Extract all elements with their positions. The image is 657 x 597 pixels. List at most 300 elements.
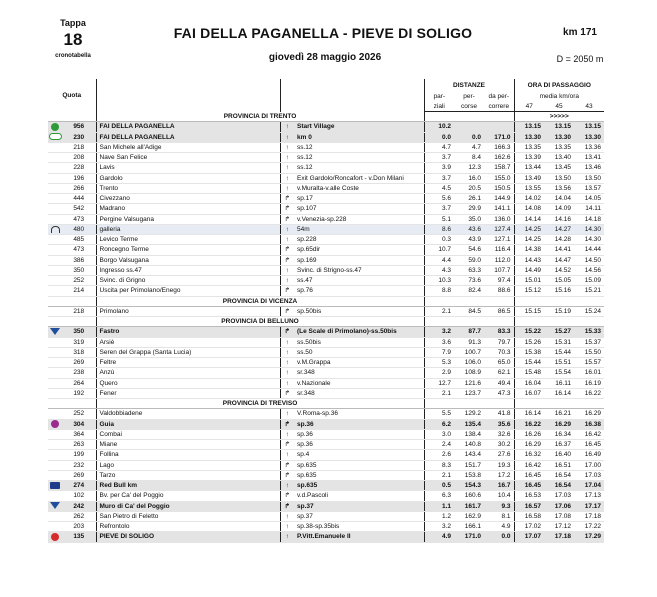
- row-location: Uscita per Primolano/Enego: [96, 286, 280, 296]
- row-remaining: 32.6: [484, 429, 514, 439]
- row-partial: 12.7: [424, 378, 454, 388]
- row-quota: 473: [62, 214, 96, 224]
- row-time-43: 16.45: [574, 440, 604, 450]
- row-remaining: 88.6: [484, 286, 514, 296]
- row-time-45: 16.11: [544, 378, 574, 388]
- col-ora: ORA DI PASSAGGIO: [514, 79, 604, 91]
- row-partial: 2.1: [424, 388, 454, 398]
- row-road: sp.635: [294, 470, 424, 480]
- row-road: sp.17: [294, 194, 424, 204]
- row-time-45: 17.12: [544, 522, 574, 532]
- row-partial: 3.9: [424, 163, 454, 173]
- row-location: galleria: [96, 224, 280, 234]
- row-quota: 262: [62, 511, 96, 521]
- row-location: Muro di Ca' del Poggio: [96, 501, 280, 511]
- row-quota: 386: [62, 255, 96, 265]
- row-time-47: 16.42: [514, 460, 544, 470]
- route-title: FAI DELLA PAGANELLA - PIEVE DI SOLIGO: [173, 25, 473, 41]
- row-road: ss.12: [294, 163, 424, 173]
- row-time-45: 13.15: [544, 122, 574, 132]
- row-quota: 230: [62, 132, 96, 142]
- row-road: sp.65dir: [294, 245, 424, 255]
- row-road: sp.50bis: [294, 306, 424, 316]
- km0-icon: [49, 133, 62, 140]
- row-time-45: 16.54: [544, 481, 574, 491]
- row-time-47: 15.26: [514, 337, 544, 347]
- table-row: [48, 245, 604, 255]
- row-covered: 123.7: [454, 388, 484, 398]
- direction-arrow-icon: ↑: [280, 163, 294, 173]
- table-row: [48, 522, 604, 532]
- row-location: Roncegno Terme: [96, 245, 280, 255]
- row-partial: 3.7: [424, 173, 454, 183]
- row-location: Follina: [96, 450, 280, 460]
- row-time-45: 15.44: [544, 347, 574, 357]
- row-location: Madrano: [96, 204, 280, 214]
- row-time-43: 13.30: [574, 132, 604, 142]
- row-time-45: 16.40: [544, 450, 574, 460]
- row-covered: 8.4: [454, 153, 484, 163]
- row-partial: 4.3: [424, 265, 454, 275]
- row-covered: 143.4: [454, 450, 484, 460]
- row-time-47: 15.12: [514, 286, 544, 296]
- row-remaining: [484, 122, 514, 132]
- row-location: San Michele all'Adige: [96, 142, 280, 152]
- row-time-43: 14.30: [574, 224, 604, 234]
- gpm-icon: [50, 502, 60, 509]
- col-da-percorrere-2: correre: [484, 101, 514, 112]
- row-road: v.Venezia-sp.228: [294, 214, 424, 224]
- row-road: km 0: [294, 132, 424, 142]
- row-remaining: 127.1: [484, 235, 514, 245]
- row-partial: 3.7: [424, 153, 454, 163]
- table-row: [48, 388, 604, 398]
- direction-arrow-icon: ↱: [280, 214, 294, 224]
- row-time-47: 15.44: [514, 358, 544, 368]
- direction-arrow-icon: ↑: [280, 522, 294, 532]
- row-location: Lavis: [96, 163, 280, 173]
- row-partial: 4.9: [424, 532, 454, 542]
- row-remaining: 17.2: [484, 470, 514, 480]
- section-header: [48, 112, 604, 122]
- row-location: FAI DELLA PAGANELLA: [96, 132, 280, 142]
- table-row: [48, 491, 604, 501]
- table-row: [48, 306, 604, 316]
- row-covered: 154.3: [454, 481, 484, 491]
- direction-arrow-icon: ↑: [280, 142, 294, 152]
- row-remaining: 9.3: [484, 501, 514, 511]
- table-row: [48, 153, 604, 163]
- row-partial: 1.1: [424, 501, 454, 511]
- row-road: sp.37: [294, 511, 424, 521]
- row-time-43: 17.22: [574, 522, 604, 532]
- section-header: [48, 399, 604, 409]
- direction-arrow-icon: ↱: [280, 470, 294, 480]
- row-time-43: 14.44: [574, 245, 604, 255]
- col-distanze: DISTANZE: [424, 79, 514, 91]
- table-row: [48, 173, 604, 183]
- stage-label: Tappa: [60, 18, 86, 28]
- row-location: Miane: [96, 440, 280, 450]
- row-time-43: 14.50: [574, 255, 604, 265]
- finish-icon: [51, 533, 59, 541]
- row-covered: 162.9: [454, 511, 484, 521]
- row-quota: 269: [62, 470, 96, 480]
- table-row: [48, 163, 604, 173]
- row-partial: 2.6: [424, 450, 454, 460]
- direction-arrow-icon: ↑: [280, 337, 294, 347]
- row-road: sp.36: [294, 440, 424, 450]
- row-location: Seren del Grappa (Santa Lucia): [96, 347, 280, 357]
- section-marker: [514, 399, 604, 409]
- row-covered: 100.7: [454, 347, 484, 357]
- row-time-43: 16.19: [574, 378, 604, 388]
- row-remaining: 4.9: [484, 522, 514, 532]
- row-time-45: 15.27: [544, 327, 574, 337]
- row-partial: 6.2: [424, 419, 454, 429]
- row-time-47: 16.29: [514, 440, 544, 450]
- row-remaining: 47.3: [484, 388, 514, 398]
- row-remaining: 150.5: [484, 183, 514, 193]
- row-time-43: 14.05: [574, 194, 604, 204]
- row-road: v.M.Grappa: [294, 358, 424, 368]
- row-time-43: 14.18: [574, 214, 604, 224]
- row-remaining: 107.7: [484, 265, 514, 275]
- table-row: [48, 337, 604, 347]
- row-road: sp.36: [294, 419, 424, 429]
- row-remaining: 16.7: [484, 481, 514, 491]
- direction-arrow-icon: ↱: [280, 419, 294, 429]
- row-quota: 242: [62, 501, 96, 511]
- row-time-45: 17.03: [544, 491, 574, 501]
- row-road: sp.107: [294, 204, 424, 214]
- direction-arrow-icon: ↱: [280, 460, 294, 470]
- direction-arrow-icon: ↑: [280, 153, 294, 163]
- row-time-43: 15.57: [574, 358, 604, 368]
- col-percorse-2: corse: [454, 101, 484, 112]
- row-partial: 5.3: [424, 358, 454, 368]
- direction-arrow-icon: ↑: [280, 265, 294, 275]
- row-remaining: 171.0: [484, 132, 514, 142]
- row-remaining: 162.6: [484, 153, 514, 163]
- row-location: Valdobbiadene: [96, 409, 280, 419]
- row-road: v.d.Pascoli: [294, 491, 424, 501]
- row-time-47: 16.07: [514, 388, 544, 398]
- row-time-43: 15.50: [574, 347, 604, 357]
- row-remaining: 70.3: [484, 347, 514, 357]
- row-remaining: 158.7: [484, 163, 514, 173]
- stage-subtitle: cronotabella: [55, 53, 91, 59]
- row-partial: 10.2: [424, 122, 454, 132]
- redbull-icon: [50, 482, 60, 489]
- row-road: ss.12: [294, 142, 424, 152]
- row-partial: 1.2: [424, 511, 454, 521]
- row-quota: 203: [62, 522, 96, 532]
- row-remaining: 62.1: [484, 368, 514, 378]
- row-time-43: 17.00: [574, 460, 604, 470]
- table-row: [48, 276, 604, 286]
- table-row: [48, 409, 604, 419]
- row-partial: 10.7: [424, 245, 454, 255]
- row-time-47: 15.01: [514, 276, 544, 286]
- row-remaining: 10.4: [484, 491, 514, 501]
- table-row: [48, 532, 604, 542]
- row-covered: [454, 122, 484, 132]
- section-marker: >>>>>: [514, 112, 604, 122]
- row-time-47: 16.57: [514, 501, 544, 511]
- row-road: sp.169: [294, 255, 424, 265]
- row-remaining: 8.1: [484, 511, 514, 521]
- row-time-43: 16.38: [574, 419, 604, 429]
- row-remaining: 116.4: [484, 245, 514, 255]
- row-time-43: 14.11: [574, 204, 604, 214]
- row-remaining: 19.3: [484, 460, 514, 470]
- row-covered: 4.7: [454, 142, 484, 152]
- row-partial: 2.1: [424, 306, 454, 316]
- row-quota: 214: [62, 286, 96, 296]
- row-time-43: 13.50: [574, 173, 604, 183]
- row-time-47: 16.04: [514, 378, 544, 388]
- row-location: Quero: [96, 378, 280, 388]
- row-time-45: 16.21: [544, 409, 574, 419]
- row-time-43: 17.04: [574, 481, 604, 491]
- col-speed-43: 43: [574, 101, 604, 112]
- row-remaining: 41.8: [484, 409, 514, 419]
- row-time-47: 14.02: [514, 194, 544, 204]
- row-time-47: 14.14: [514, 214, 544, 224]
- row-time-47: 13.44: [514, 163, 544, 173]
- row-partial: 7.9: [424, 347, 454, 357]
- row-remaining: 155.0: [484, 173, 514, 183]
- row-time-45: 13.35: [544, 142, 574, 152]
- row-time-47: 13.55: [514, 183, 544, 193]
- start-icon: [51, 123, 59, 131]
- row-covered: 166.1: [454, 522, 484, 532]
- row-covered: 108.9: [454, 368, 484, 378]
- row-remaining: 79.7: [484, 337, 514, 347]
- row-road: sr.348: [294, 368, 424, 378]
- section-marker: [514, 296, 604, 306]
- row-time-47: 15.15: [514, 306, 544, 316]
- row-time-43: 16.29: [574, 409, 604, 419]
- row-covered: 91.3: [454, 337, 484, 347]
- row-time-45: 17.08: [544, 511, 574, 521]
- row-location: Tarzo: [96, 470, 280, 480]
- route-date: giovedì 28 maggio 2026: [268, 52, 382, 63]
- row-time-45: 14.04: [544, 194, 574, 204]
- row-time-47: 13.30: [514, 132, 544, 142]
- row-time-43: 16.49: [574, 450, 604, 460]
- row-quota: 218: [62, 306, 96, 316]
- row-time-45: 15.19: [544, 306, 574, 316]
- row-time-45: 16.29: [544, 419, 574, 429]
- row-time-43: 15.09: [574, 276, 604, 286]
- row-covered: 29.9: [454, 204, 484, 214]
- row-road: V.Roma-sp.36: [294, 409, 424, 419]
- row-partial: 5.6: [424, 194, 454, 204]
- row-covered: 106.0: [454, 358, 484, 368]
- gpm-icon: [50, 328, 60, 335]
- row-location: PIEVE DI SOLIGO: [96, 532, 280, 542]
- direction-arrow-icon: ↑: [280, 224, 294, 234]
- row-covered: 84.5: [454, 306, 484, 316]
- row-covered: 0.0: [454, 132, 484, 142]
- row-time-47: 15.38: [514, 347, 544, 357]
- row-remaining: 144.9: [484, 194, 514, 204]
- row-road: sp.635: [294, 481, 424, 491]
- row-time-47: 16.14: [514, 409, 544, 419]
- row-time-43: 13.57: [574, 183, 604, 193]
- direction-arrow-icon: ↱: [280, 440, 294, 450]
- row-road: sp.76: [294, 286, 424, 296]
- row-remaining: 27.6: [484, 450, 514, 460]
- row-time-47: 16.32: [514, 450, 544, 460]
- row-remaining: 166.3: [484, 142, 514, 152]
- direction-arrow-icon: ↑: [280, 183, 294, 193]
- row-covered: 63.3: [454, 265, 484, 275]
- row-location: Combai: [96, 429, 280, 439]
- row-location: Trento: [96, 183, 280, 193]
- section-label: PROVINCIA DI TRENTO: [96, 112, 424, 122]
- col-speed-47: 47: [514, 101, 544, 112]
- table-row: [48, 183, 604, 193]
- row-time-45: 13.30: [544, 132, 574, 142]
- row-road: (Le Scale di Primolano)-ss.50bis: [294, 327, 424, 337]
- row-road: Start Village: [294, 122, 424, 132]
- row-road: P.Vitt.Emanuele II: [294, 532, 424, 542]
- row-time-47: 16.58: [514, 511, 544, 521]
- direction-arrow-icon: ↱: [280, 306, 294, 316]
- row-partial: 8.8: [424, 286, 454, 296]
- direction-arrow-icon: ↑: [280, 409, 294, 419]
- row-location: Anzù: [96, 368, 280, 378]
- row-quota: 232: [62, 460, 96, 470]
- table-row: [48, 255, 604, 265]
- row-time-43: 14.30: [574, 235, 604, 245]
- row-partial: 4.5: [424, 183, 454, 193]
- route-distance: km 171: [563, 27, 597, 38]
- row-time-45: 14.41: [544, 245, 574, 255]
- row-road: sr.348: [294, 388, 424, 398]
- direction-arrow-icon: ↱: [280, 245, 294, 255]
- row-road: ss.47: [294, 276, 424, 286]
- row-partial: 3.7: [424, 204, 454, 214]
- row-partial: 3.0: [424, 429, 454, 439]
- row-location: Pergine Valsugana: [96, 214, 280, 224]
- row-location: FAI DELLA PAGANELLA: [96, 122, 280, 132]
- direction-arrow-icon: ↱: [280, 204, 294, 214]
- direction-arrow-icon: ↑: [280, 347, 294, 357]
- col-parziali-1: par-: [424, 91, 454, 101]
- col-da-percorrere-1: da per-: [488, 92, 510, 100]
- stage-number: 18: [63, 30, 83, 49]
- table-row: [48, 511, 604, 521]
- row-partial: 10.3: [424, 276, 454, 286]
- row-quota: 238: [62, 368, 96, 378]
- row-quota: 364: [62, 429, 96, 439]
- row-time-47: 16.53: [514, 491, 544, 501]
- row-quota: 196: [62, 173, 96, 183]
- row-time-47: 14.43: [514, 255, 544, 265]
- table-row: [48, 327, 604, 337]
- row-quota: 480: [62, 224, 96, 234]
- row-remaining: 35.6: [484, 419, 514, 429]
- row-time-47: 16.45: [514, 470, 544, 480]
- direction-arrow-icon: ↑: [280, 450, 294, 460]
- table-row: [48, 347, 604, 357]
- row-remaining: 86.5: [484, 306, 514, 316]
- row-time-45: 14.52: [544, 265, 574, 275]
- row-covered: 129.2: [454, 409, 484, 419]
- row-time-43: 17.03: [574, 470, 604, 480]
- row-time-45: 15.31: [544, 337, 574, 347]
- row-road: Svinc. di Strigno-ss.47: [294, 265, 424, 275]
- table-row: [48, 470, 604, 480]
- direction-arrow-icon: ↑: [280, 511, 294, 521]
- row-partial: 4.7: [424, 142, 454, 152]
- section-header: [48, 296, 604, 306]
- row-covered: 43.6: [454, 224, 484, 234]
- row-time-43: 16.42: [574, 429, 604, 439]
- row-partial: 4.4: [424, 255, 454, 265]
- row-covered: 43.9: [454, 235, 484, 245]
- row-road: ss.50: [294, 347, 424, 357]
- row-quota: 956: [62, 122, 96, 132]
- row-quota: 192: [62, 388, 96, 398]
- row-time-45: 17.18: [544, 532, 574, 542]
- row-covered: 12.3: [454, 163, 484, 173]
- row-covered: 161.7: [454, 501, 484, 511]
- row-quota: 135: [62, 532, 96, 542]
- row-partial: 3.6: [424, 337, 454, 347]
- section-label: PROVINCIA DI TREVISO: [96, 399, 424, 409]
- row-covered: 82.4: [454, 286, 484, 296]
- col-speed-45: 45: [544, 101, 574, 112]
- row-covered: 151.7: [454, 460, 484, 470]
- row-partial: 2.1: [424, 470, 454, 480]
- row-partial: 5.5: [424, 409, 454, 419]
- row-remaining: 30.2: [484, 440, 514, 450]
- direction-arrow-icon: ↑: [280, 429, 294, 439]
- row-remaining: 0.0: [484, 532, 514, 542]
- row-time-43: 15.33: [574, 327, 604, 337]
- row-time-43: 15.24: [574, 306, 604, 316]
- table-row: [48, 440, 604, 450]
- row-remaining: 141.1: [484, 204, 514, 214]
- row-remaining: 97.4: [484, 276, 514, 286]
- row-remaining: 127.4: [484, 224, 514, 234]
- table-row: [48, 481, 604, 491]
- direction-arrow-icon: ↱: [280, 388, 294, 398]
- row-partial: 3.2: [424, 327, 454, 337]
- row-quota: 208: [62, 153, 96, 163]
- section-label: PROVINCIA DI VICENZA: [96, 296, 424, 306]
- row-road: v.Nazionale: [294, 378, 424, 388]
- col-percorse-1: per-: [463, 92, 475, 100]
- row-location: San Pietro di Feletto: [96, 511, 280, 521]
- direction-arrow-icon: ↑: [280, 481, 294, 491]
- row-covered: 87.7: [454, 327, 484, 337]
- row-time-45: 15.05: [544, 276, 574, 286]
- row-time-45: 17.06: [544, 501, 574, 511]
- row-time-43: 14.56: [574, 265, 604, 275]
- row-time-47: 17.02: [514, 522, 544, 532]
- row-location: Ingresso ss.47: [96, 265, 280, 275]
- row-time-47: 15.48: [514, 368, 544, 378]
- row-remaining: 112.0: [484, 255, 514, 265]
- row-road: sp.4: [294, 450, 424, 460]
- table-row: [48, 194, 604, 204]
